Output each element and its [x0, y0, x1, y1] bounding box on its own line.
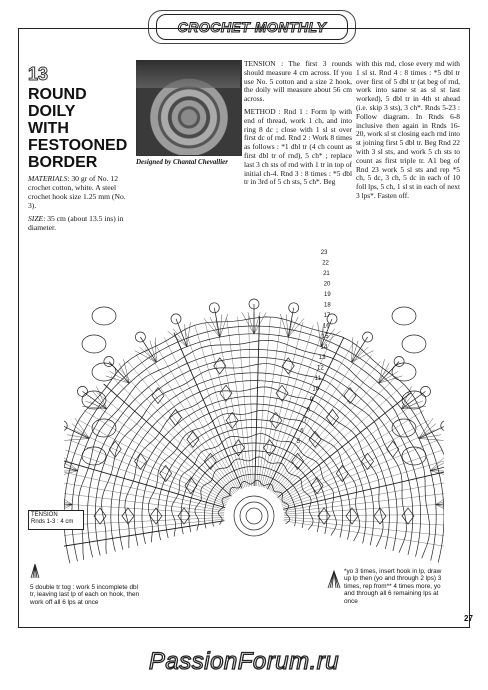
instructions-column-2	[356, 60, 460, 201]
diagram-stroke	[82, 335, 106, 353]
legend-right: *yo 3 times, insert hook in lp, draw up lp then (yo and through 2 lps) 3 times, rep from** 4 times more, yo and through all 6 remaining lps at once	[344, 568, 442, 605]
size-label: SIZE	[28, 214, 44, 223]
diagram-stroke	[392, 363, 416, 381]
diagram-stroke	[288, 316, 292, 338]
diagram-stroke	[148, 407, 359, 542]
diagram-stroke	[195, 325, 246, 487]
title-line: FESTOONED	[28, 137, 128, 154]
title-line: BORDER	[28, 154, 98, 171]
round-label: 23	[320, 250, 328, 256]
title-line: WITH	[28, 120, 69, 137]
diagram-stroke	[336, 465, 348, 481]
legend-left: 5 double tr tog : work 5 incomplete dbl tr, leaving last lp of each on hook, then work off all 6 lps at once	[30, 584, 140, 606]
materials-text: : 30 gr of No. 12 crochet cotton, white. A steel crochet hook size 1.25 mm (No. 3).	[28, 174, 126, 210]
watermark	[0, 634, 488, 690]
diagram-stroke	[111, 376, 232, 495]
diagram-stroke	[441, 421, 444, 431]
diagram-stroke	[419, 439, 444, 441]
diagram-stroke	[430, 454, 444, 471]
diagram-stroke	[436, 497, 444, 505]
round-label: 19	[324, 292, 331, 298]
title-line: DOILY	[28, 103, 76, 120]
diagram-stroke	[158, 420, 351, 540]
diagram-stroke	[284, 515, 444, 516]
round-label: 13	[318, 355, 326, 361]
diagram-stroke	[402, 335, 426, 353]
round-label: 8	[306, 407, 311, 414]
diagram-stroke	[78, 340, 430, 560]
round-label: 21	[323, 271, 330, 277]
diagram-stroke	[135, 332, 145, 342]
diagram-stroke	[318, 322, 321, 347]
diagram-stroke	[242, 312, 254, 334]
diagram-stroke	[204, 466, 303, 528]
tension-box	[28, 510, 84, 530]
diagram-stroke	[173, 329, 187, 347]
diagram-stroke	[274, 365, 389, 494]
crochet-diagram	[64, 196, 444, 596]
diagram-stroke	[220, 314, 228, 338]
diagram-stroke	[275, 376, 396, 495]
diagram-stroke	[246, 508, 262, 524]
title-line: ROUND	[28, 86, 87, 103]
diagram-stroke	[232, 440, 244, 456]
diagram-stroke	[92, 363, 116, 381]
diagram-stroke	[311, 478, 323, 494]
diagram-stroke	[171, 314, 181, 324]
diagram-stroke	[64, 515, 224, 516]
diagram-stroke	[178, 508, 190, 524]
diagram-stroke	[282, 440, 439, 505]
diagram-stroke	[254, 312, 266, 334]
diagram-stroke	[181, 443, 327, 534]
diagram-stroke	[169, 409, 181, 425]
round-label: 20	[323, 281, 331, 288]
diagram-stroke	[64, 454, 78, 471]
diagram-stroke	[82, 447, 106, 465]
diagram-stroke	[64, 421, 67, 431]
diagram-stroke	[90, 401, 229, 499]
diagram-stroke	[258, 318, 281, 486]
diagram-stroke	[160, 465, 172, 481]
method-text: METHOD : Rnd 1 : Form lp with end of thread, work 1 ch, and into ring 8 dc ; close with 1 sl st over first dc of rnd. Rnd 2 : Work 8 times as follows : *1 dbl tr (4 ch count as first dbl tr of rnd), 5 ch* ; replace last 3 ch sts of rnd with 1 tr in top of initial ch-4. Rnd 3 : 8 times : *5 dbl tr in 3rd of 5 ch sts, 5 ch*. Beg	[244, 106, 352, 187]
diagram-stroke	[64, 497, 72, 505]
diagram-stroke	[268, 337, 344, 489]
round-label: 11	[314, 376, 322, 382]
round-label: 5	[296, 439, 301, 445]
diagram-stroke	[392, 307, 416, 325]
round-label: 17	[323, 313, 331, 319]
round-label: 12	[317, 365, 324, 372]
diagram-stroke	[419, 429, 439, 438]
diagram-stroke	[289, 303, 299, 313]
round-label: 22	[322, 260, 329, 267]
diagram-stroke	[64, 471, 78, 478]
diagram-stroke	[185, 478, 197, 494]
watermark-text: PassionForum.ru	[148, 648, 340, 675]
diagram-stroke	[346, 508, 358, 524]
round-label: 14	[320, 344, 328, 351]
round-label: 16	[322, 323, 330, 330]
tension-box-value: Rnds 1-3 : 4 cm	[31, 519, 74, 525]
diagram-stroke	[318, 508, 330, 524]
diagram-stroke	[72, 334, 436, 562]
magazine-page	[8, 6, 473, 628]
cluster-symbol-icon	[326, 568, 342, 590]
method-continued-text: with this rnd, close every md with 1 sl st. Rnd 4 : 8 times : *5 dbl tr over first of 5 dbl tr (at beg of rnd, work into same st as sl st last worked), 5 dbl tr in 4th st ahead (i.e. skip 3 sts), 3 ch*. Rnds 5-23 : Follow diagram. In Rnds 6-8 inclusive then again in Rnds 16-20, work sl st closing each rnd into st joining first 5 dbl tr. Beg Rnd 22 with 3 sl sts, and work 5 ch sts to count as first triple tr. A1 beg of Rnd 23 work 5 sl sts and rep *5 ch, 5 dc, 3 ch, 5 dc in each of 10 foll lps, 5 ch, 1 sl st in each of next 3 lps*. Fasten off.	[356, 59, 460, 200]
diagram-stroke	[111, 373, 397, 552]
five-dbl-tr-tog-symbol-icon	[28, 562, 42, 582]
photo-shadow	[136, 60, 240, 88]
diagram-stroke	[218, 480, 290, 525]
diagram-stroke	[209, 303, 219, 313]
diagram-stroke	[402, 447, 426, 465]
round-label: 15	[321, 334, 329, 340]
diagram-stroke	[280, 314, 288, 338]
diagram-stroke	[216, 316, 220, 338]
diagram-stroke	[344, 388, 356, 404]
page-number: 27	[464, 614, 473, 623]
pattern-number: 13	[28, 64, 49, 84]
diagram-stroke	[64, 323, 444, 563]
round-label: 6	[300, 428, 304, 435]
diagram-stroke	[65, 439, 90, 441]
diagram-stroke	[184, 329, 243, 488]
magazine-title: CROCHET MONTHLY	[177, 19, 327, 35]
diagram-stroke	[273, 361, 381, 493]
diagram-stroke	[264, 440, 276, 456]
diagram-stroke	[69, 440, 226, 505]
diagram-stroke	[387, 441, 399, 457]
round-label: 18	[324, 302, 331, 309]
diagram-stroke	[265, 329, 324, 488]
diagram-stroke	[240, 502, 268, 530]
photo-caption: Designed by Chantal Chevallier	[136, 158, 228, 166]
instructions-column-1	[244, 60, 352, 187]
round-label: 10	[312, 386, 320, 393]
materials-label: MATERIALS	[28, 174, 68, 183]
tension-box-title: TENSION	[31, 512, 58, 518]
diagram-stroke	[189, 451, 319, 532]
diagram-stroke	[260, 320, 293, 487]
diagram-stroke	[92, 307, 116, 325]
diagram-stroke	[165, 427, 342, 538]
size-text: : 35 cm (about 13.5 ins) in diameter.	[28, 214, 124, 232]
diagram-stroke	[127, 361, 235, 493]
round-label: 9	[309, 397, 314, 403]
pattern-title	[28, 86, 128, 171]
tension-text: TENSION : The first 3 rounds should measure 4 cm across. If you use No. 5 cotton and a size 2 hook, the doily will measure about 56 cm across.	[244, 59, 352, 104]
round-label: 7	[303, 418, 307, 424]
diagram-stroke	[263, 325, 314, 487]
diagram-stroke	[187, 322, 190, 347]
